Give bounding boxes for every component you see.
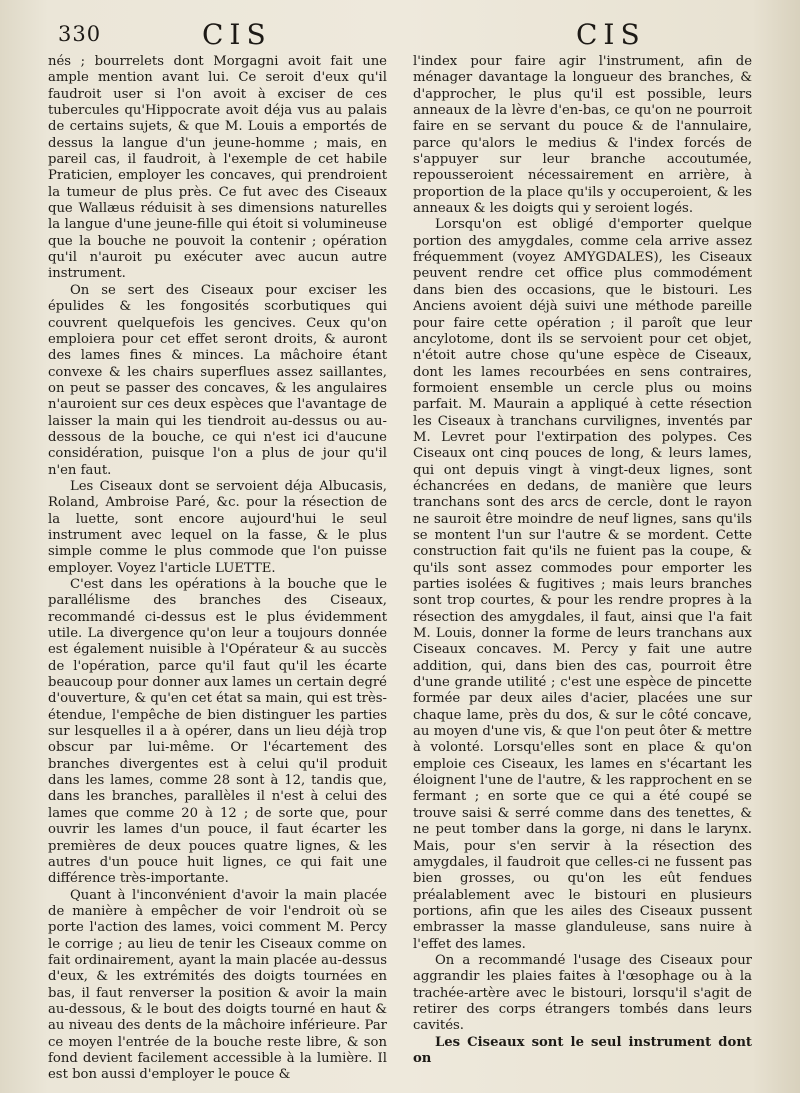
text-columns	[48, 54, 752, 1084]
running-head-left: CIS	[202, 18, 272, 51]
running-head-right: CIS	[576, 18, 646, 51]
paragraph: On a recommandé l'usage des Ciseaux pour aggrandir les plaies faites à l'œsophage ou à la trachée-artère avec le bistouri, lorsqu'il s'agit de retirer des corps étrangers tombés dans leurs cavités.	[413, 952, 752, 1034]
running-header	[48, 14, 752, 54]
paragraph: Lorsqu'on est obligé d'emporter quelque portion des amygdales, comme cela arrive assez fréquemment (voyez AMYGDALES), les Ciseaux peuvent rendre cet office plus commodément dans bien des occasions, que le bistouri. Les Anciens avoient déjà suivi une méthode pareille pour faire cette opération ; il paroît que leur ancylotome, dont ils se servoient pour cet objet, n'étoit autre chose qu'une espèce de Ciseaux, dont les lames recourbées en sens contraires, formoient ensemble un cercle plus ou moins parfait. M. Maurain a appliqué à cette résection les Ciseaux à tranchans curvilignes, inventés par M. Levret pour l'extirpation des polypes. Ces Ciseaux ont cinq pouces de long, & leurs lames, qui ont depuis vingt à vingt-deux lignes, sont échancrées en dedans, de manière que leurs tranchans sont des arcs de cercle, dont le rayon ne sauroit être moindre de neuf lignes, sans qu'ils se montent l'un sur l'autre & se mordent. Cette construction fait qu'ils ne fuient pas la coupe, & qu'ils sont assez commodes pour emporter les parties isolées & fugitives ; mais leurs branches sont trop courtes, & pour les rendre propres à la résection des amygdales, il faut, ainsi que l'a fait M. Louis, donner la forme de leurs tranchans aux Ciseaux concaves. M. Percy y fait une autre addition, qui, dans bien des cas, pourroit être d'une grande utilité ; c'est une espèce de pincette formée par deux ailes d'acier, placées une sur chaque lame, près du dos, & sur le côté concave, au moyen d'une vis, & que l'on peut ôter & mettre à volonté. Lorsqu'elles sont en place & qu'on emploie ces Ciseaux, les lames en s'écartant les éloignent l'une de l'autre, & les rapprochent en se fermant ; en sorte que ce qui a été coupé se trouve saisi & serré comme dans des tenettes, & ne peut tomber dans la gorge, ni dans le larynx. Mais, pour s'en servir à la résection des amygdales, il faudroit que celles-ci ne fussent pas bien grosses, ou qu'on les eût fendues préalablement avec le bistouri en plusieurs portions, afin que les ailes des Ciseaux pussent embrasser la masse glanduleuse, sans nuire à l'effet des lames.	[413, 217, 752, 952]
paragraph: C'est dans les opérations à la bouche que le parallélisme des branches des Ciseaux, recommandé ci-dessus est le plus évidemment utile. La divergence qu'on leur a toujours donnée est également nuisible à l'Opérateur & au succès de l'opération, parce qu'il faut qu'il les écarte beaucoup pour donner aux lames un certain degré d'ouverture, & qu'en cet état sa main, qui est très-étendue, l'empêche de bien distinguer les parties sur lesquelles il a à opérer, dans un lieu déjà trop obscur par lui-même. Or l'écartement des branches divergentes est à celui qu'il produit dans les lames, comme 28 sont à 12, tandis que, dans les branches, parallèles il n'est à celui des lames que comme 20 à 12 ; de sorte que, pour ouvrir les lames d'un pouce, il faut écarter les premières de deux pouces quatre lignes, & les autres d'un pouce huit lignes, ce qui fait une différence très-importante.	[48, 577, 387, 887]
paragraph: On se sert des Ciseaux pour exciser les épulides & les fongosités scorbutiques qui couvrent quelquefois les gencives. Ceux qu'on emploiera pour cet effet seront droits, & auront des lames fines & minces. La mâchoire étant convexe & les chairs superflues assez saillantes, on peut se passer des concaves, & les angulaires n'auroient sur ces deux espèces que l'avantage de laisser la main qui les tiendroit au-dessus ou au-dessous de la bouche, ce qui n'est ici d'aucune considération, puisque l'on a plus de jour qu'il n'en faut.	[48, 282, 387, 478]
paragraph: Les Ciseaux sont le seul instrument dont on	[413, 1034, 752, 1066]
paragraph: l'index pour faire agir l'instrument, afin de ménager davantage la longueur des branches, & d'approcher, le plus qu'il est possible, leurs anneaux de la lèvre d'en-bas, ce qu'on ne pourroit faire en se servant du pouce & de l'annulaire, parce qu'alors le medius & l'index forcés de s'appuyer sur leur branche accoutumée, repousseroient nécessairement en arrière, à proportion de la place qu'ils y occuperoient, & les anneaux & les doigts qui y seroient logés.	[413, 54, 752, 217]
right-column	[413, 54, 752, 1084]
left-column	[48, 54, 387, 1084]
paragraph: Quant à l'inconvénient d'avoir la main placée de manière à empêcher de voir l'endroit où se porte l'action des lames, voici comment M. Percy le corrige ; au lieu de tenir les Ciseaux comme on fait ordinairement, ayant la main placée au-dessus d'eux, & les extrémités des doigts tournées en bas, il faut renverser la position & avoir la main au-dessous, & le bout des doigts tourné en haut & au niveau des dents de la mâchoire inférieure. Par ce moyen l'entrée de la bouche reste libre, & son fond devient facilement accessible à la lumière. Il est bon aussi d'employer le pouce &	[48, 887, 387, 1083]
paragraph: Les Ciseaux dont se servoient déja Albucasis, Roland, Ambroise Paré, &c. pour la résection de la luette, sont encore aujourd'hui le seul instrument avec lequel on la fasse, & le plus simple comme le plus commode que l'on puisse employer. Voyez l'article LUETTE.	[48, 478, 387, 576]
page-number: 330	[58, 22, 102, 46]
paragraph: nés ; bourrelets dont Morgagni avoit fait une ample mention avant lui. Ce seroit d'eux qu'il faudroit user si l'on avoit à exciser de ces tubercules qu'Hippocrate avoit déja vus au palais de certains sujets, & que M. Louis a emportés de dessus la langue d'un jeune-homme ; mais, en pareil cas, il faudroit, à l'exemple de cet habile Praticien, employer les concaves, qui prendroient la tumeur de plus près. Ce fut avec des Ciseaux que Wallæus réduisit à ses dimensions naturelles la langue d'une jeune-fille qui étoit si volumineuse que la bouche ne pouvoit la contenir ; opération qu'il n'auroit pu exécuter avec aucun autre instrument.	[48, 54, 387, 282]
